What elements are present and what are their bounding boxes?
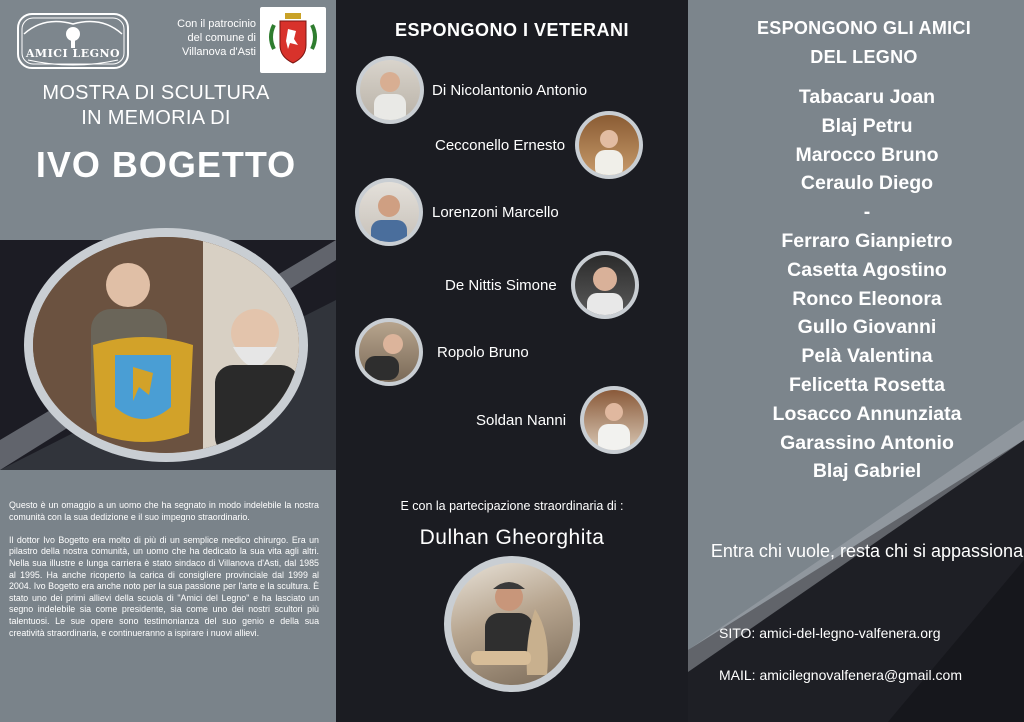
person-icon [579, 115, 639, 175]
crest-icon [260, 7, 326, 73]
person-icon [451, 563, 573, 685]
list-item: Casetta Agostino [787, 258, 947, 281]
list-item: Garassino Antonio [780, 431, 954, 454]
veteran-avatar [580, 386, 648, 454]
list-item: Blaj Petru [821, 114, 913, 137]
person-icon [584, 390, 644, 450]
patronage-line: Con il patrocinio [177, 18, 256, 30]
left-panel [0, 0, 336, 722]
list-separator: - [863, 201, 871, 224]
person-icon [360, 60, 420, 120]
list-item: Felicetta Rosetta [788, 373, 946, 396]
honoree-photo [24, 228, 308, 462]
veteran-name: Lorenzoni Marcello [432, 203, 559, 221]
motto: Entra chi vuole, resta chi si appassiona [710, 541, 1024, 561]
list-item: Losacco Annunziata [772, 402, 962, 425]
person-icon [575, 255, 635, 315]
middle-panel [336, 0, 688, 722]
veteran-item [355, 318, 529, 386]
veteran-name: Soldan Nanni [476, 411, 567, 429]
patronage-line: del comune di [187, 32, 256, 44]
guest-name: Dulhan Gheorghita [419, 526, 605, 549]
veteran-item [445, 251, 639, 319]
list-item: Marocco Bruno [795, 143, 939, 166]
veterans-title: ESPONGONO I VETERANI [394, 20, 630, 40]
veteran-name: Ropolo Bruno [437, 343, 529, 361]
exhibition-title [0, 81, 312, 131]
veteran-avatar [355, 178, 423, 246]
right-panel [688, 0, 1024, 722]
title-line: MOSTRA DI SCULTURA [42, 82, 270, 104]
person-icon [359, 322, 419, 382]
description-paragraph: Il dottor Ivo Bogetto era molto di più di un semplice medico chirurgo. Era un pilastro della nostra comunità, un uomo che ha dedicato la sua vita agli altri. Nella sua illustre e lunga carriera è stato sindaco di Villanova d'Asti, dal 1985 al 1995. Ha anche ricoperto la carica di consigliere provinciale dal 1999 al 2004. Ivo Bogetto era anche noto per la sua passione per l'arte e la scultura. È stato uno dei primi allievi della scuola di "Amici del Legno" e ha lasciato un segno indelebile sia come presidente, sia come uno dei nostri scultori più talentuosi. Le sue opere sono testimonianza del suo genio e della sua creatività straordinaria, e continueranno a ispirare i nuovi allievi. [9, 534, 319, 638]
veteran-item [435, 111, 643, 179]
veteran-avatar [355, 318, 423, 386]
title-line: IN MEMORIA DI [81, 107, 231, 129]
title-line: DEL LEGNO [810, 47, 918, 67]
veteran-name: De Nittis Simone [445, 276, 557, 294]
website-link[interactable]: SITO: amici-del-legno-valfenera.org [719, 625, 941, 641]
guest-intro: E con la partecipazione straordinaria di : [400, 499, 624, 513]
veteran-name: Cecconello Ernesto [435, 136, 566, 154]
guest-photo [444, 556, 580, 692]
list-item: Blaj Gabriel [812, 460, 922, 483]
list-item: Ronco Eleonora [792, 287, 942, 310]
list-item: Tabacaru Joan [798, 86, 936, 108]
list-item: Ferraro Gianpietro [781, 229, 953, 252]
list-item: Ceraulo Diego [800, 172, 934, 195]
veteran-avatar [571, 251, 639, 319]
veteran-avatar [356, 56, 424, 124]
person-icon [359, 182, 419, 242]
title-line: ESPONGONO GLI AMICI [756, 18, 972, 38]
list-item: Gullo Giovanni [797, 316, 937, 339]
honoree-description [9, 500, 319, 651]
friends-list [688, 83, 1024, 486]
honoree-name: IVO BOGETTO [35, 144, 297, 185]
logo-text: AMICI LEGNO [25, 47, 121, 60]
email-link[interactable]: MAIL: amicilegnovalfenera@gmail.com [719, 667, 962, 683]
photo-placeholder-icon [33, 237, 299, 453]
amici-legno-logo [14, 10, 132, 72]
friends-title [688, 14, 1024, 72]
veteran-name: Di Nicolantonio Antonio [432, 81, 588, 99]
patronage-line: Villanova d'Asti [181, 46, 256, 58]
patronage-text [150, 17, 256, 59]
municipal-crest [260, 7, 326, 73]
logo-emblem-icon [14, 10, 132, 72]
description-paragraph: Questo è un omaggio a un uomo che ha segnato in modo indelebile la nostra comunità con la sua dedizione e il suo impegno straordinario. [9, 500, 319, 522]
list-item: Pelà Valentina [801, 345, 933, 368]
veteran-item [476, 386, 648, 454]
veteran-avatar [575, 111, 643, 179]
veteran-item [355, 178, 559, 246]
